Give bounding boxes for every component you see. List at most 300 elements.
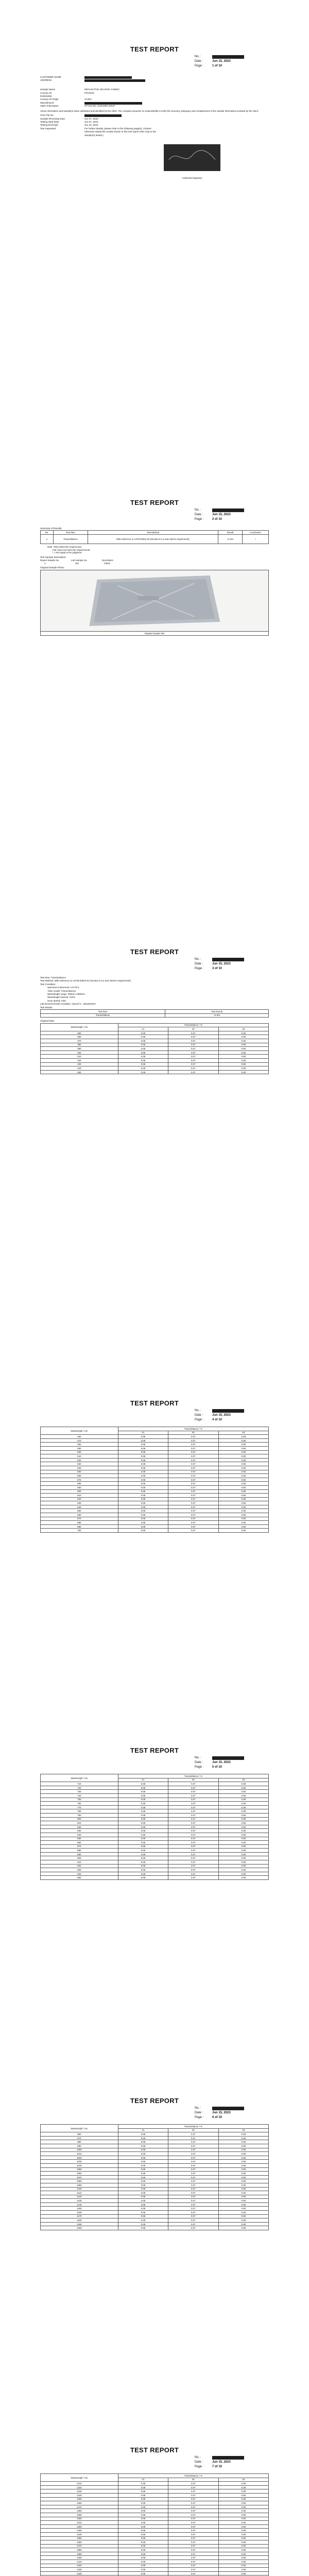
transmittance-cell: 0.08 [118,1070,168,1074]
transmittance-cell: 0.08 [118,2544,168,2548]
transmittance-cell: 0.07 [168,2191,218,2195]
transmittance-cell: 0.08 [118,2513,168,2517]
transmittance-cell: 0.08 [118,1809,168,1814]
transmittance-cell: 0.08 [118,2156,168,2160]
wavelength-header: Wavelength / nm [41,2474,118,2482]
transmittance-cell: 0.08 [218,2163,268,2167]
field-value: Jun 07, 2023 [84,117,98,120]
transmittance-cell: 0.08 [118,2493,168,2497]
transmittance-cell: 0.08 [218,1443,268,1447]
field-value: FRANCE [84,91,94,94]
specimen-header: #2 [168,2478,218,2482]
table-row [41,2175,269,2179]
notes [47,546,269,554]
table-row [41,2179,269,2183]
transmittance-cell: 0.07 [168,1786,218,1790]
wavelength-cell: 1190 [41,2222,118,2226]
field-value: For further details, please refer to the following page(s). (Unless otherwise stated the results shown in this test report refer only to the sample(s) tested.) [84,127,156,137]
transmittance-header: Transmittance / % [118,2125,268,2129]
transmittance-cell: 0.08 [118,1868,168,1872]
wavelength-cell: 430 [41,1062,118,1066]
redacted-report-no [212,509,244,512]
wavelength-cell: 530 [41,1462,118,1466]
transmittance-cell: 0.08 [218,1478,268,1482]
transmittance-cell: 0.07 [168,1485,218,1489]
result-cell: Transmittance [41,1013,165,1018]
table-row [41,1876,269,1880]
transmittance-cell: 0.07 [168,2183,218,2187]
table-row [41,2540,269,2545]
transmittance-cell: 0.07 [168,2195,218,2199]
table-row [41,1786,269,1790]
table-row [41,2556,269,2560]
transmittance-cell: 0.08 [218,1066,268,1071]
condition-line: Scan speed: Fast [47,999,66,1002]
table-row [41,2191,269,2195]
summary-heading: Summary of Results: [40,527,62,530]
wavelength-cell: 360 [41,1035,118,1039]
transmittance-cell: 0.08 [118,2485,168,2489]
transmittance-cell: 0.08 [218,2148,268,2152]
transmittance-cell: 0.08 [118,1844,168,1849]
table-row [41,1805,269,1809]
transmittance-cell: 0.08 [118,1062,168,1066]
transmittance-cell: 0.08 [218,2571,268,2575]
transmittance-cell: 0.08 [218,2152,268,2156]
transmittance-cell: 0.08 [218,1782,268,1786]
wavelength-cell: 920 [41,1864,118,1868]
transmittance-cell: 0.08 [218,2521,268,2525]
transmittance-header: Transmittance / % [118,2474,268,2478]
transmittance-cell: 0.08 [118,1517,168,1521]
report-page-label: Page : [195,1418,204,1421]
transmittance-cell: 0.08 [118,1513,168,1517]
wavelength-cell: 1320 [41,2524,118,2529]
table-row [41,1849,269,1853]
transmittance-cell: 0.08 [218,2172,268,2176]
condition-line: Test Method: With reference to ASTM E903-20 (Section 8.3.2 and client's requirement) [40,979,131,982]
report-date-label: Date : [195,513,203,516]
transmittance-cell: 0.08 [118,1443,168,1447]
wavelength-cell: 1100 [41,2187,118,2191]
transmittance-cell: 0.08 [118,2140,168,2144]
wavelength-cell: 1170 [41,2214,118,2218]
transmittance-cell: 0.08 [218,2226,268,2230]
sample-photo-frame [40,570,269,632]
transmittance-cell: 0.07 [168,2556,218,2560]
transmittance-cell: 0.08 [218,2214,268,2218]
transmittance-cell: 0.08 [118,1825,168,1829]
table-row [41,2160,269,2164]
transmittance-cell: 0.07 [168,1497,218,1501]
transmittance-cell: 0.08 [118,2218,168,2223]
transmittance-cell: 0.08 [218,1497,268,1501]
transmittance-cell: 0.08 [218,2544,268,2548]
transmittance-cell: 0.08 [218,1786,268,1790]
transmittance-cell: 0.07 [168,2560,218,2564]
summary-header: Test Method [88,531,218,535]
transmittance-cell: 0.08 [118,1462,168,1466]
wavelength-cell: 540 [41,1466,118,1470]
wavelength-cell: 710 [41,1782,118,1786]
disclaimer: Above information and sample(s) is/are submitted and identified by the client. The company assumes no responsibility to verify the accuracy, adequacy and completeness of the sample information provided by the client. [40,109,259,112]
wavelength-cell: 990 [41,2144,118,2148]
desc-header: Report Sample No. [40,559,60,562]
table-row [41,2497,269,2501]
wavelength-cell: 420 [41,1059,118,1063]
table-row [41,1039,269,1043]
summary-header: No. [41,531,54,535]
report-meta [195,2455,269,2469]
transmittance-cell: 0.08 [118,1529,168,1533]
wavelength-cell: 450 [41,1070,118,1074]
transmittance-cell: 0.07 [168,1043,218,1047]
transmittance-cell: 0.07 [168,1031,218,1035]
transmittance-cell: 0.08 [218,1055,268,1059]
transmittance-cell: 0.08 [218,1841,268,1845]
transmittance-cell: 0.07 [168,2172,218,2176]
transmittance-cell: 0.07 [168,2497,218,2501]
transmittance-cell: 0.08 [118,2489,168,2494]
table-row [41,1513,269,1517]
transmittance-cell: 0.08 [118,1438,168,1443]
transmittance-cell: 0.08 [118,2148,168,2152]
summary-cell: \ [243,535,269,544]
transmittance-cell: 0.08 [218,2548,268,2552]
transmittance-cell: 0.07 [168,2536,218,2540]
description-row [40,562,269,565]
transmittance-cell: 0.07 [168,2211,218,2215]
transmittance-cell: 0.07 [168,2548,218,2552]
transmittance-cell: 0.08 [118,1509,168,1513]
wavelength-cell: 1180 [41,2218,118,2223]
wavelength-cell: 830 [41,1829,118,1833]
table-row [41,2214,269,2218]
table-row [41,1821,269,1825]
table-row [41,1872,269,1876]
transmittance-cell: 0.08 [218,2183,268,2187]
report-title: TEST REPORT [130,499,179,506]
transmittance-cell: 0.08 [218,1829,268,1833]
wavelength-cell: 550 [41,1470,118,1474]
wavelength-header: Wavelength / nm [41,1023,118,1031]
transmittance-cell: 0.07 [168,1817,218,1821]
table-row [41,1466,269,1470]
table-row [41,1790,269,1794]
transmittance-cell: 0.07 [168,2517,218,2521]
transmittance-cell: 0.08 [118,1458,168,1462]
desc-cell: A [44,562,46,565]
report-title: TEST REPORT [130,2097,179,2105]
transmittance-cell: 0.08 [218,1849,268,1853]
transmittance-cell: 0.07 [168,2175,218,2179]
table-row [41,1868,269,1872]
wavelength-cell: 460 [41,1435,118,1439]
transmittance-cell: 0.08 [118,2482,168,2486]
table-row [41,1833,269,1837]
transmittance-cell: 0.08 [218,1509,268,1513]
transmittance-cell: 0.07 [168,1790,218,1794]
report-page-label: Page : [195,2116,204,2119]
table-row [41,2489,269,2494]
transmittance-cell: 0.07 [168,1798,218,1802]
customer-info [40,76,269,108]
wavelength-cell: 590 [41,1485,118,1489]
transmittance-cell: 0.08 [218,2556,268,2560]
table-row [41,1059,269,1063]
wavelength-cell: 860 [41,1841,118,1845]
table-row [41,1517,269,1521]
signature-stamp-icon [164,144,220,174]
transmittance-cell: 0.08 [218,1470,268,1474]
transmittance-cell: 0.08 [118,1043,168,1047]
report-no-label: No. : [195,55,201,58]
transmittance-cell: 0.08 [118,1786,168,1790]
transmittance-cell: 0.08 [218,1872,268,1876]
transmittance-cell: 0.08 [118,1039,168,1043]
transmittance-cell: 0.07 [168,1856,218,1860]
result-heading: Test Result: [40,1006,53,1009]
transmittance-cell: 0.08 [218,1856,268,1860]
specimen-header: #3 [218,2478,268,2482]
table-row [41,1043,269,1047]
transmittance-cell: 0.08 [218,2199,268,2203]
report-date-value: Jun 15, 2023 [212,513,231,516]
table-row [41,1817,269,1821]
transmittance-cell: 0.08 [118,2564,168,2568]
transmittance-cell: 0.08 [218,1868,268,1872]
transmittance-cell: 0.07 [168,1482,218,1486]
transmittance-cell: 0.08 [218,1450,268,1454]
report-page-value: 6 of 10 [212,2116,222,2119]
wavelength-cell: 670 [41,1517,118,1521]
wavelength-cell: 980 [41,2140,118,2144]
table-row [41,2222,269,2226]
transmittance-cell: 0.08 [218,1876,268,1880]
wavelength-cell: 1300 [41,2517,118,2521]
wavelength-cell: 800 [41,1817,118,1821]
table-row [41,2140,269,2144]
transmittance-cell: 0.08 [218,2140,268,2144]
transmittance-cell: 0.08 [118,2199,168,2203]
wavelength-cell: 1330 [41,2529,118,2533]
table-row [41,1438,269,1443]
report-no-label: No. : [195,2107,201,2110]
transmittance-cell: 0.08 [118,2144,168,2148]
wavelength-cell: 1050 [41,2167,118,2172]
redacted-customer [84,76,132,79]
field-key: Testing Start Date [40,121,59,124]
transmittance-cell: 0.07 [168,2568,218,2572]
wavelength-cell: 580 [41,1482,118,1486]
note-line: Note: Pass=Meet the requirement; [47,546,82,548]
report-page-value: 4 of 10 [212,1418,222,1421]
table-row [41,1435,269,1439]
wavelength-cell: 520 [41,1458,118,1462]
transmittance-cell: 0.08 [218,2489,268,2494]
transmittance-cell: 0.08 [118,1031,168,1035]
transmittance-cell: 0.07 [168,2226,218,2230]
transmittance-cell: 0.07 [168,1501,218,1505]
transmittance-cell: 0.08 [118,1782,168,1786]
wavelength-cell: 510 [41,1454,118,1459]
transmittance-cell: 0.08 [118,2540,168,2545]
transmittance-cell: 0.07 [168,2552,218,2556]
wavelength-cell: 880 [41,1849,118,1853]
transmittance-cell: 0.07 [168,1872,218,1876]
transmittance-cell: 0.08 [218,1466,268,1470]
transmittance-cell: 0.07 [168,1813,218,1817]
transmittance-cell: 0.07 [168,2214,218,2218]
table-row [41,2521,269,2525]
table-row [41,2493,269,2497]
field-key: SGS File No. [40,114,54,117]
table-row [41,2482,269,2486]
wavelength-cell: 780 [41,1809,118,1814]
transmittance-cell: 0.08 [118,2167,168,2172]
specimen-header: #3 [218,2128,268,2132]
redacted-address [84,79,145,82]
report-no-label: No. : [195,509,201,512]
transmittance-cell: 0.08 [218,1802,268,1806]
report-page-7 [0,2446,309,2576]
transmittance-cell: 0.08 [118,1489,168,1494]
transmittance-cell: 0.07 [168,1470,218,1474]
transmittance-cell: 0.08 [118,1466,168,1470]
report-page-4 [0,1399,309,1533]
transmittance-cell: 0.08 [118,2556,168,2560]
transmittance-cell: 0.08 [218,1833,268,1837]
table-row [41,1047,269,1051]
table-row [41,1031,269,1035]
summary-header: Test Item [54,531,88,535]
transmittance-cell: 0.08 [218,1517,268,1521]
specimen-header: #3 [218,1027,268,1031]
transmittance-cell: 0.08 [118,1435,168,1439]
specimen-header: #1 [118,1778,168,1782]
transmittance-cell: 0.07 [168,1821,218,1825]
transmittance-cell: 0.08 [118,1474,168,1478]
transmittance-cell: 0.07 [168,1438,218,1443]
transmittance-cell: 0.08 [218,1070,268,1074]
transmittance-cell: 0.08 [218,1446,268,1450]
wavelength-cell: 1390 [41,2552,118,2556]
wavelength-cell: 630 [41,1501,118,1505]
transmittance-cell: 0.08 [218,1813,268,1817]
specimen-header: #2 [168,1027,218,1031]
summary-cell: With reference to ASTM E903-20 (Section 8.3.2 and client's requirement) [88,535,218,544]
field-key: Other Information [40,105,59,108]
transmittance-cell: 0.07 [168,2202,218,2207]
transmittance-cell: 0.08 [218,1821,268,1825]
transmittance-cell: 0.08 [218,2568,268,2572]
report-meta [195,1756,269,1770]
transmittance-cell: 0.08 [118,1505,168,1509]
table-row [41,1813,269,1817]
transmittance-cell: 0.08 [118,1047,168,1051]
transmittance-cell: 0.07 [168,2482,218,2486]
redacted-report-no [212,1409,244,1413]
transmittance-cell: 0.08 [118,1837,168,1841]
table-row [41,2167,269,2172]
wavelength-cell: 910 [41,1860,118,1865]
wavelength-cell: 1040 [41,2163,118,2167]
transmittance-cell: 0.08 [218,2144,268,2148]
transmittance-cell: 0.07 [168,1829,218,1833]
table-row [41,1070,269,1074]
transmittance-cell: 0.07 [168,1809,218,1814]
report-meta [195,1409,269,1422]
transmittance-cell: 0.08 [118,2163,168,2167]
wavelength-cell: 1420 [41,2564,118,2568]
field-value: STYLE NO. ZGE1905-SOUP [84,105,115,108]
report-no-label: No. : [195,1409,201,1412]
transmittance-cell: 0.08 [218,1489,268,1494]
wavelength-cell: 1080 [41,2179,118,2183]
transmittance-cell: 0.07 [168,2493,218,2497]
wavelength-cell: 570 [41,1478,118,1482]
field-value: Jun 07, 2023 [84,121,98,124]
transmittance-cell: 0.07 [168,1833,218,1837]
report-page-label: Page : [195,2465,204,2468]
wavelength-cell: 770 [41,1805,118,1809]
transmittance-cell: 0.07 [168,1489,218,1494]
transmittance-cell: 0.08 [118,2195,168,2199]
transmittance-cell: 0.07 [168,2160,218,2164]
table-row [41,1062,269,1066]
transmittance-cell: 0.07 [168,1039,218,1043]
transmittance-cell: 0.08 [218,1513,268,1517]
transmittance-cell: 0.08 [118,1864,168,1868]
transmittance-cell: 0.08 [118,1497,168,1501]
transmittance-cell: 0.07 [168,1055,218,1059]
transmittance-cell: 0.08 [118,2183,168,2187]
wavelength-cell: 1310 [41,2521,118,2525]
transmittance-cell: 0.08 [218,1805,268,1809]
transmittance-cell: 0.08 [118,1470,168,1474]
transmittance-cell: 0.07 [168,2529,218,2533]
transmittance-cell: 0.08 [218,1860,268,1865]
transmittance-cell: 0.08 [218,1521,268,1525]
transmittance-cell: 0.08 [218,1809,268,1814]
transmittance-cell: 0.08 [118,1852,168,1856]
redacted-report-no [212,2456,244,2460]
transmittance-cell: 0.07 [168,1837,218,1841]
wavelength-cell: 370 [41,1039,118,1043]
table-row [41,1521,269,1525]
wavelength-cell: 1130 [41,2199,118,2203]
report-no-label: No. : [195,2456,201,2459]
table-row [41,2509,269,2513]
table-row [41,2548,269,2552]
transmittance-cell: 0.07 [168,1446,218,1450]
wavelength-cell: 790 [41,1813,118,1817]
transmittance-cell: 0.08 [118,2179,168,2183]
transmittance-cell: 0.07 [168,1059,218,1063]
transmittance-cell: 0.07 [168,2540,218,2545]
table-row [41,1501,269,1505]
wavelength-cell: 600 [41,1489,118,1494]
transmittance-cell: 0.08 [218,2509,268,2513]
table-row [41,2536,269,2540]
transmittance-cell: 0.08 [218,2195,268,2199]
transmittance-cell: 0.07 [168,1478,218,1482]
transmittance-cell: 0.08 [118,1494,168,1498]
transmittance-header: Transmittance / % [118,1427,268,1431]
wavelength-cell: 1030 [41,2160,118,2164]
table-row [41,2207,269,2211]
report-date-label: Date : [195,1761,203,1764]
